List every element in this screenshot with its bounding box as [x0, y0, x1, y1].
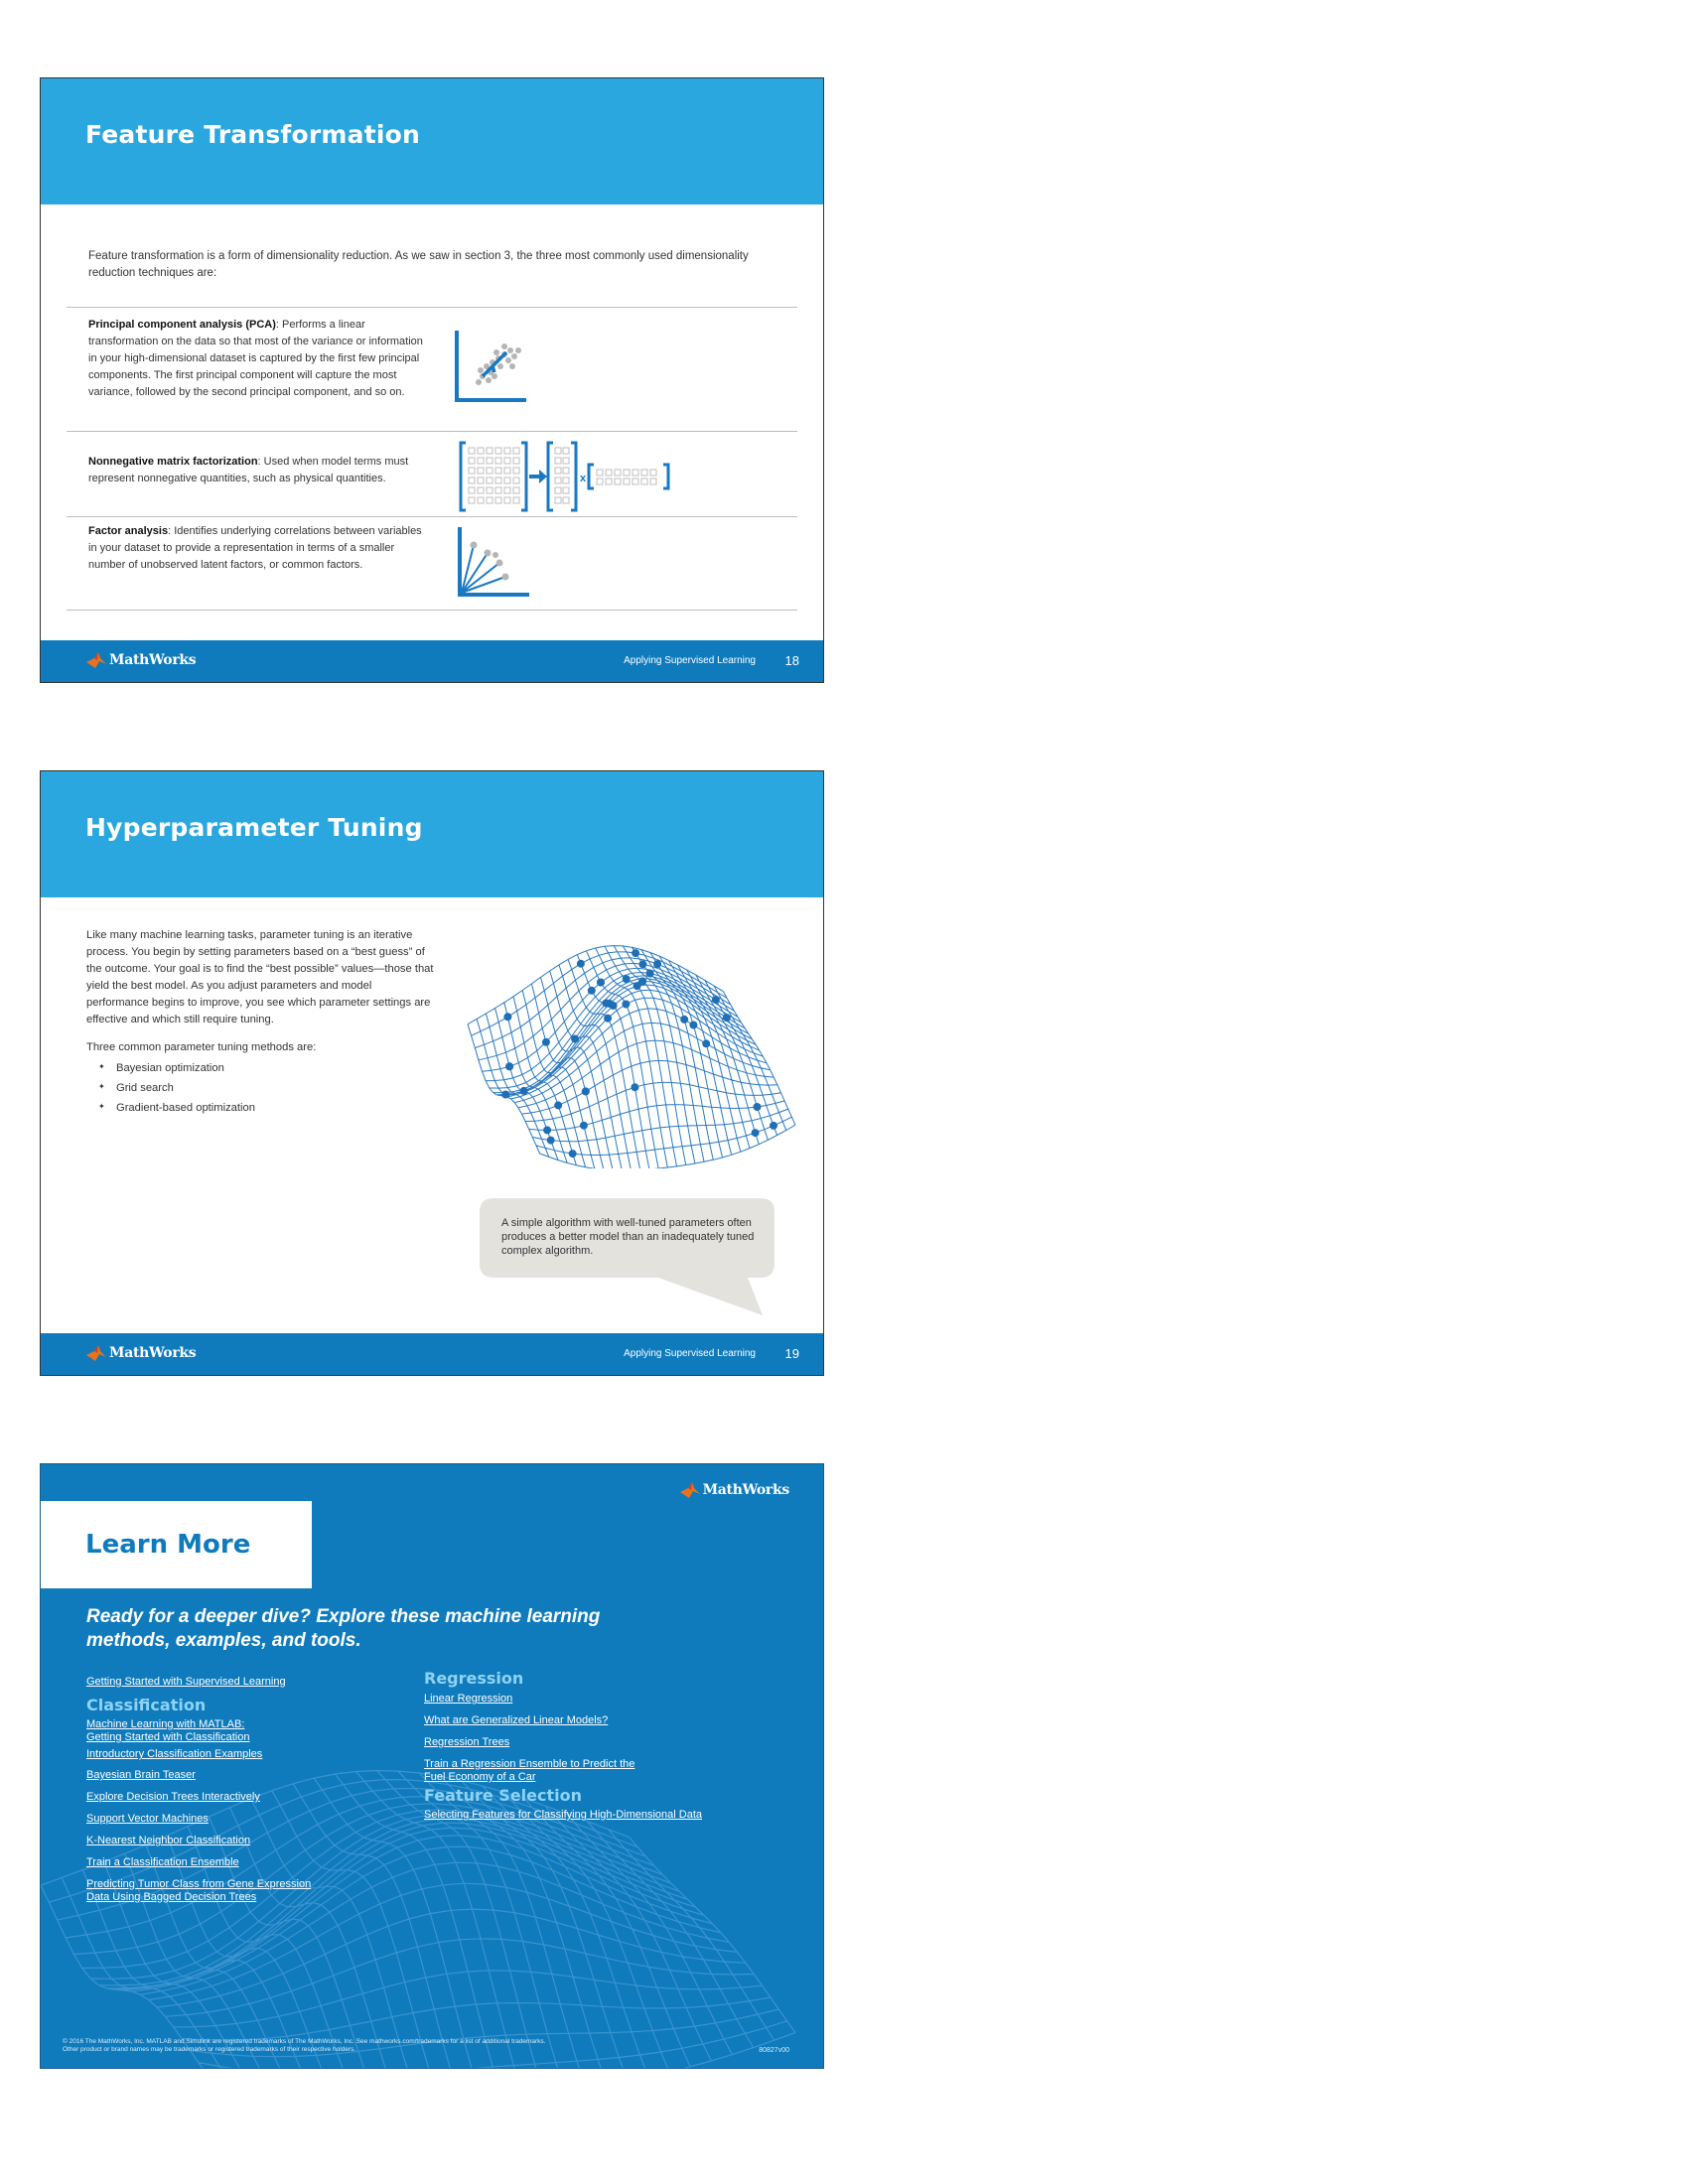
intro-paragraph: Like many machine learning tasks, parameter tuning is an iterative process. You begin by setting parameters based on a “best guess” of the outcome. Your goal is to find the “best possible” values—those that yield the best model. As you adjust parameters and model performance begins to improve, you see which parameter settings are effective and which still require tuning.: [86, 929, 434, 1025]
slide-hyperparameter-tuning: [40, 770, 824, 1376]
sample-point: [543, 1126, 551, 1134]
sample-point: [631, 1083, 638, 1091]
membrane-logo-icon: [86, 1345, 106, 1361]
link-generalized-linear-models[interactable]: What are Generalized Linear Models?: [424, 1714, 609, 1726]
nmf-description: [88, 454, 431, 487]
membrane-logo-icon: [86, 652, 106, 668]
nmf-term: Nonnegative matrix factorization: [88, 456, 258, 468]
sample-point: [582, 1087, 590, 1095]
optimization-surface-plot: [458, 920, 815, 1168]
divider: [67, 610, 797, 611]
slide-footer: [41, 1333, 823, 1375]
slide-footer: [41, 640, 823, 682]
link-introductory-classification[interactable]: Introductory Classification Examples: [86, 1748, 263, 1760]
link-train-regression-ensemble[interactable]: [424, 1758, 634, 1784]
mesh-lines: [468, 946, 795, 1168]
slide-header: [41, 771, 823, 897]
list-item: ✦ Grid search: [98, 1082, 255, 1102]
link-predicting-tumor-class[interactable]: [86, 1878, 311, 1904]
methods-list: [98, 1062, 255, 1122]
slide-feature-transformation: [40, 77, 824, 683]
sample-point: [520, 1087, 528, 1095]
pca-term: Principal component analysis (PCA): [88, 319, 276, 331]
pca-scatter-icon: [453, 327, 542, 404]
sample-point: [689, 1022, 697, 1029]
feature-selection-heading: Feature Selection: [424, 1786, 582, 1805]
sample-point: [577, 960, 585, 968]
factor-analysis-term: Factor analysis: [88, 525, 169, 537]
link-train-classification-ensemble[interactable]: Train a Classification Ensemble: [86, 1856, 239, 1868]
sample-point: [623, 975, 631, 983]
mathworks-logo: [680, 1482, 789, 1498]
divider: [67, 307, 797, 308]
sample-point: [638, 978, 646, 986]
sample-point: [712, 996, 720, 1004]
link-line: Fuel Economy of a Car: [424, 1771, 536, 1783]
sample-point: [646, 970, 654, 978]
factor-analysis-desc: : Identifies underlying correlations between variables in your dataset to provide a representation in terms of a smaller number of unobserved latent factors, or common factors.: [88, 525, 422, 571]
sample-point: [554, 1101, 562, 1109]
sample-point: [571, 1035, 579, 1043]
sample-point: [622, 1001, 630, 1009]
link-linear-regression[interactable]: Linear Regression: [424, 1693, 513, 1705]
link-getting-started[interactable]: Getting Started with Supervised Learning: [86, 1676, 286, 1688]
logo-text: MathWorks: [109, 1345, 197, 1361]
sample-point: [602, 1000, 610, 1008]
link-knn-classification[interactable]: K-Nearest Neighbor Classification: [86, 1835, 251, 1846]
sample-point: [680, 1016, 688, 1024]
callout-text: A simple algorithm with well-tuned parameters often produces a better model than an inadequately tuned complex algorithm.: [501, 1217, 755, 1257]
list-item: ✦ Bayesian optimization: [98, 1062, 255, 1082]
page-number: 18: [784, 653, 799, 668]
slide-header: [41, 78, 823, 205]
link-ml-with-matlab[interactable]: [86, 1718, 249, 1744]
regression-heading: Regression: [424, 1669, 524, 1688]
sample-point: [505, 1062, 513, 1070]
link-line: Getting Started with Classification: [86, 1731, 250, 1743]
pca-desc: : Performs a linear transformation on the data so that most of the variance or information in your high-dimensional dataset is captured by the first few principal components. The first principal component will capture the most variance, followed by the second principal component, and so on.: [88, 319, 423, 398]
sample-point: [580, 1122, 588, 1130]
logo-text: MathWorks: [109, 652, 197, 668]
divider: [67, 516, 797, 517]
intro-text: Feature transformation is a form of dimensionality reduction. As we saw in section 3, the three most commonly used dimensionality reduction techniques are:: [88, 250, 749, 279]
slide-learn-more: [40, 1463, 824, 2069]
link-regression-trees[interactable]: Regression Trees: [424, 1736, 510, 1748]
sample-point: [604, 1015, 612, 1023]
sample-point: [702, 1039, 710, 1047]
sample-point: [503, 1013, 511, 1021]
link-line: Data Using Bagged Decision Trees: [86, 1891, 257, 1903]
divider: [67, 431, 797, 432]
classification-heading: Classification: [86, 1696, 207, 1714]
sample-point: [754, 1103, 762, 1111]
sample-point: [723, 1014, 731, 1022]
sample-point: [501, 1091, 509, 1099]
lead-text: Ready for a deeper dive? Explore these machine learning methods, examples, and tools.: [86, 1606, 601, 1651]
sample-point: [752, 1129, 760, 1137]
mathworks-logo: [86, 1345, 196, 1361]
list-item: ✦ Gradient-based optimization: [98, 1102, 255, 1122]
legal-line: Other product or brand names may be trademarks or registered trademarks of their respective holders.: [63, 2046, 356, 2053]
slide-title: Learn More: [85, 1530, 251, 1560]
sample-point: [588, 987, 596, 995]
link-explore-decision-trees[interactable]: Explore Decision Trees Interactively: [86, 1791, 260, 1803]
sample-point: [569, 1150, 577, 1158]
sample-point: [653, 960, 661, 968]
sample-point: [597, 979, 605, 987]
link-line: Train a Regression Ensemble to Predict the: [424, 1758, 635, 1770]
sample-point: [632, 949, 639, 957]
legal-line: © 2016 The MathWorks, Inc. MATLAB and Simulink are registered trademarks of The MathWorks, Inc. See mathworks.com/trademarks for a list of additional trademarks.: [63, 2038, 546, 2045]
sample-point: [542, 1038, 550, 1046]
sample-point: [638, 960, 646, 968]
footer-text: Applying Supervised Learning: [624, 1348, 756, 1359]
nmf-desc: : Used when model terms must represent nonnegative quantities, such as physical quantities.: [88, 456, 409, 484]
link-line: Machine Learning with MATLAB:: [86, 1718, 245, 1730]
link-selecting-features[interactable]: Selecting Features for Classifying High-Dimensional Data: [424, 1809, 703, 1821]
sample-point: [547, 1137, 555, 1145]
page-number: 19: [784, 1346, 799, 1361]
link-line: Predicting Tumor Class from Gene Expression: [86, 1878, 312, 1890]
link-bayesian-brain-teaser[interactable]: Bayesian Brain Teaser: [86, 1769, 196, 1781]
pca-description: [88, 317, 431, 401]
factor-analysis-description: [88, 523, 431, 574]
link-support-vector-machines[interactable]: Support Vector Machines: [86, 1813, 209, 1825]
matrix-factorization-icon: [458, 439, 681, 514]
mathworks-logo: [86, 652, 196, 668]
slide-title: Feature Transformation: [85, 120, 421, 149]
membrane-logo-icon: [680, 1482, 700, 1498]
slide-title: Hyperparameter Tuning: [85, 813, 423, 842]
svg-text:x: x: [580, 473, 587, 484]
sample-point: [770, 1122, 777, 1130]
factor-analysis-icon: [456, 525, 535, 600]
methods-intro: Three common parameter tuning methods are:: [86, 1041, 317, 1053]
legal-notice: [63, 2038, 708, 2054]
footer-text: Applying Supervised Learning: [624, 655, 756, 666]
document-number: 80827v00: [759, 2047, 789, 2054]
logo-text: MathWorks: [702, 1482, 789, 1498]
